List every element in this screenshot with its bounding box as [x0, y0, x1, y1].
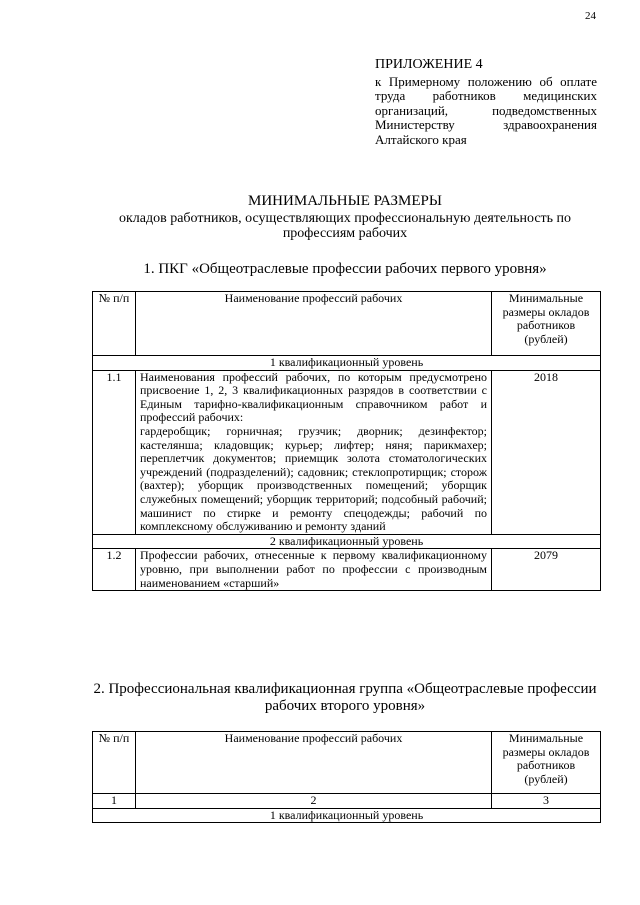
title-subtitle: окладов работников, осуществляющих профессиональную деятельность по профессиям рабочих — [118, 211, 572, 241]
appendix-text: к Примерному положению об оплате труда работников медицинских организаций, подведомственных Министерству здравоохранения Алтайского края — [375, 73, 597, 147]
level-row — [93, 808, 601, 823]
table-row — [93, 370, 601, 534]
row-salary: 2018 — [492, 370, 601, 534]
row-num: 1.2 — [93, 549, 136, 591]
section2-table — [92, 731, 601, 823]
level-1-label: 1 квалификационный уровень — [93, 356, 601, 371]
row-description: Профессии рабочих, отнесенные к первому квалификационному уровню, при выполнении работ по профессии с производным наименованием «старший» — [136, 549, 492, 591]
document-title — [95, 194, 595, 241]
level-2-label: 2 квалификационный уровень — [93, 534, 601, 549]
row-num: 1.1 — [93, 370, 136, 534]
header-name: Наименование профессий рабочих — [136, 732, 492, 794]
row-salary: 2079 — [492, 549, 601, 591]
header-num: № п/п — [93, 732, 136, 794]
column-number: 1 — [93, 794, 136, 809]
table-header-row — [93, 292, 601, 356]
table-row — [93, 549, 601, 591]
page-number: 24 — [585, 10, 596, 22]
header-salary: Минимальные размеры окладов работников (рублей) — [492, 292, 601, 356]
level-1-label: 1 квалификационный уровень — [93, 808, 601, 823]
section1-table — [92, 291, 601, 591]
table-header-row — [93, 732, 601, 794]
header-salary: Минимальные размеры окладов работников (рублей) — [492, 732, 601, 794]
section2-heading: 2. Профессиональная квалификационная группа «Общеотраслевые профессии рабочих второго уровня» — [93, 681, 597, 714]
title-main: МИНИМАЛЬНЫЕ РАЗМЕРЫ — [248, 193, 442, 209]
row-description-list: гардеробщик; горничная; грузчик; дворник; дезинфектор; кастелянша; кладовщик; курьер; лифтер; няня; парикмахер; переплетчик документов; приемщик золота стоматологических учреждений (подразделений); садовник; стеклопротирщик; сторож (вахтер); уборщик производственных помещений; уборщик служебных помещений; уборщик территорий; подсобный рабочий; машинист по стирке и ремонту спецодежды; рабочий по комплексному обслуживанию и ремонту зданий — [140, 423, 487, 534]
level-row — [93, 356, 601, 371]
column-number: 3 — [492, 794, 601, 809]
appendix-block — [375, 58, 597, 147]
section1-heading: 1. ПКГ «Общеотраслевые профессии рабочих первого уровня» — [143, 261, 547, 277]
header-name: Наименование профессий рабочих — [136, 292, 492, 356]
column-number: 2 — [136, 794, 492, 809]
header-num: № п/п — [93, 292, 136, 356]
level-row — [93, 534, 601, 549]
row-description-intro: Наименования профессий рабочих, по которым предусмотрено присвоение 1, 2, 3 квалификационных разрядов в соответствии с Единым тарифно-квалификационным справочником работ и профессий рабочих: — [140, 369, 487, 425]
row-description — [136, 370, 492, 534]
column-number-row — [93, 794, 601, 809]
appendix-heading: ПРИЛОЖЕНИЕ 4 — [375, 57, 483, 72]
